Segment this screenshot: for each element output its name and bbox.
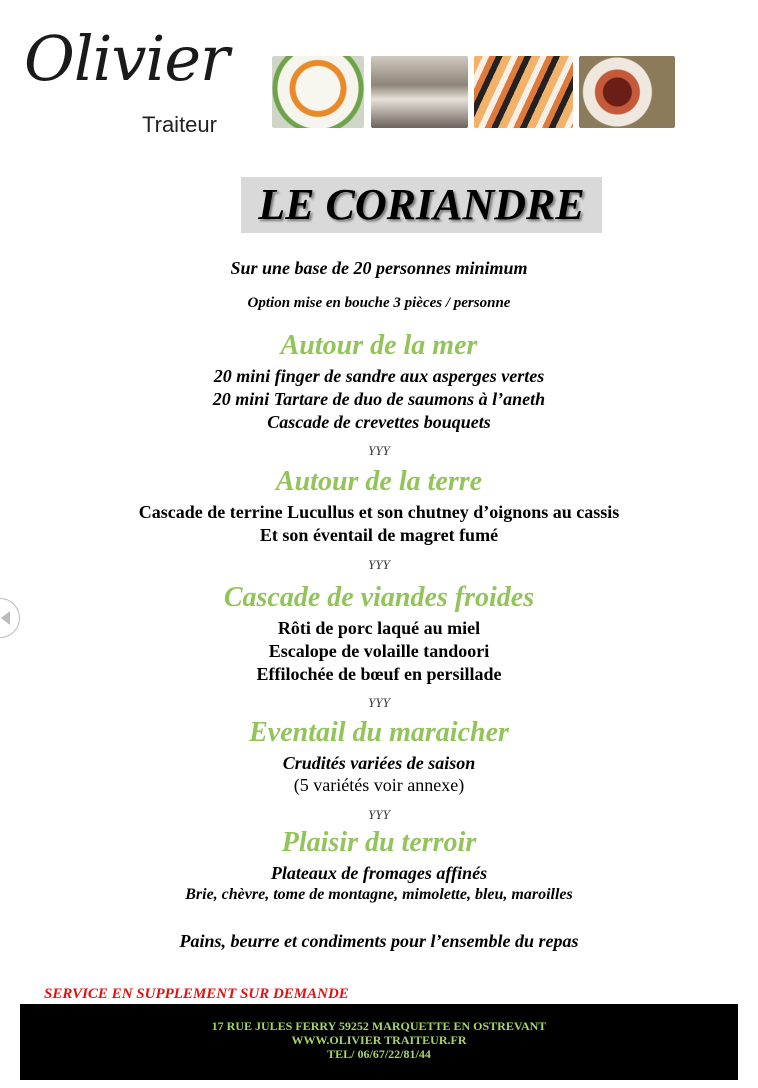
menu-item: (5 variétés voir annexe) bbox=[293, 775, 465, 795]
separator: YYY bbox=[368, 443, 390, 458]
food-photo-4 bbox=[579, 56, 675, 128]
menu-item: Escalope de volaille tandoori bbox=[268, 641, 490, 661]
menu-item: 20 mini Tartare de duo de saumons à l’aneth bbox=[212, 389, 546, 409]
footer-website[interactable]: WWW.OLIVIER TRAITEUR.FR bbox=[291, 1033, 467, 1047]
separator: YYY bbox=[368, 695, 390, 710]
brand-logo bbox=[24, 22, 254, 138]
menu-option: Option mise en bouche 3 pièces / personne bbox=[247, 295, 511, 311]
menu-item: Plateaux de fromages affinés bbox=[270, 863, 488, 883]
section-heading-terre: Autour de la terre bbox=[275, 466, 483, 497]
food-photo-1 bbox=[272, 56, 364, 128]
footer-phone: TEL/ 06/67/22/81/44 bbox=[327, 1047, 431, 1061]
menu-item: Brie, chèvre, tome de montagne, mimolette, bleu, maroilles bbox=[185, 886, 573, 903]
logo-script-name: Olivier bbox=[24, 22, 229, 95]
arrow-left-icon bbox=[1, 611, 10, 625]
menu-base: Sur une base de 20 personnes minimum bbox=[230, 258, 528, 278]
food-photo-3 bbox=[474, 56, 573, 128]
separator: YYY bbox=[368, 807, 390, 822]
menu-item: Cascade de terrine Lucullus et son chutney d’oignons au cassis bbox=[138, 502, 620, 522]
menu-item: Et son éventail de magret fumé bbox=[259, 525, 499, 545]
section-heading-maraicher: Eventail du maraicher bbox=[249, 717, 509, 748]
menu-title: LE CORIANDRE bbox=[258, 180, 585, 229]
menu-title-box bbox=[241, 177, 602, 233]
menu-item: Rôti de porc laqué au miel bbox=[277, 618, 481, 638]
footer bbox=[20, 1004, 738, 1080]
menu-item: Effilochée de bœuf en persillade bbox=[256, 664, 502, 684]
menu-item: Crudités variées de saison bbox=[282, 753, 476, 773]
menu-item: Cascade de crevettes bouquets bbox=[267, 412, 491, 432]
service-note: SERVICE EN SUPPLEMENT SUR DEMANDE bbox=[44, 986, 349, 1002]
section-heading-viandes: Cascade de viandes froides bbox=[223, 582, 535, 613]
food-photo-2 bbox=[371, 56, 468, 128]
logo-subtitle: Traiteur bbox=[142, 112, 217, 137]
section-heading-mer: Autour de la mer bbox=[280, 330, 478, 361]
footer-address: 17 RUE JULES FERRY 59252 MARQUETTE EN OSTREVANT bbox=[211, 1019, 547, 1033]
separator: YYY bbox=[368, 557, 390, 572]
menu-item: 20 mini finger de sandre aux asperges vertes bbox=[213, 366, 545, 386]
section-heading-terroir: Plaisir du terroir bbox=[281, 827, 477, 858]
menu-closing: Pains, beurre et condiments pour l’ensemble du repas bbox=[179, 931, 579, 951]
